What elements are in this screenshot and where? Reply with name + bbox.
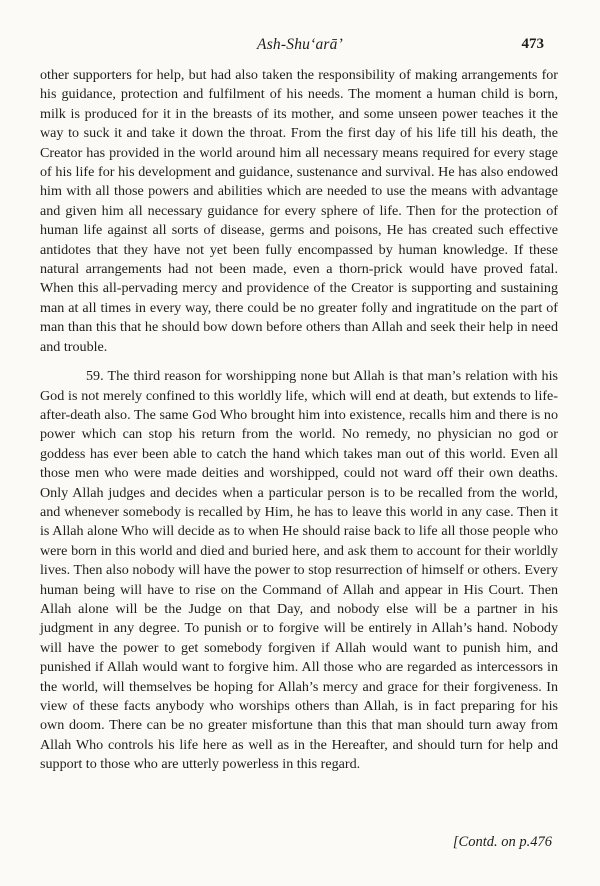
paragraph-continued: other supporters for help, but had also taken the responsibility of making arrangements for his guidance, protection and fulfilment of his needs. The moment a human child is born, milk is produced for it in the breasts of its mother, and some unseen power teaches it the way to suck it and take it down the throat. From the first day of his life till his death, the Creator has provided in the world around him all necessary means required for every stage of his life for his development and guidance, sustenance and survival. He has also endowed him with all those powers and abilities which are needed to use the means with advantage and given him all necessary guidance for every sphere of life. Then for the protection of human life against all sorts of disease, germs and poisons, He has created such effective antidotes that they have not yet been fully encompassed by human knowledge. If these natural arrangements had not been made, even a thorn-prick would have proved fatal. When this all-pervading mercy and providence of the Creator is supporting and sustaining man at all times in every way, there could be no greater folly and ingratitude on the part of man than this that he should bow down before others than Allah and seek their help in need and trouble.	[40, 67, 558, 355]
paragraph-note-59: 59. The third reason for worshipping none but Allah is that man’s relation with his God is not merely confined to this worldly life, which will end at death, but extends to life-after-death also. The same God Who brought him into existence, recalls him and there is no power which can stop his return from the world. No remedy, no physician no god or goddess has ever been able to catch the hand which takes man out of this world. Even all those men who were made deities and worshipped, could not ward off their own deaths. Only Allah judges and decides when a particular person is to be recalled from the world, and whenever somebody is recalled by Him, he has to leave this world in any case. Then it is Allah alone Who will decide as to when He should raise back to life all those people who were born in this world and died and buried here, and ask them to account for their worldly lives. Then also nobody will have the power to stop resurrection of himself or others. Every human being will have to rise on the Command of Allah and appear in His Court. Then Allah alone will be the Judge on that Day, and nobody else will be a partner in his judgment in any degree. To punish or to forgive will be entirely in Allah’s hand. Nobody will have the power to get somebody forgiven if Allah would want to punish him, and punished if Allah would want to forgive him. All those who are regarded as intercessors in the world, will themselves be hoping for Allah’s mercy and grace for their forgiveness. In view of these facts anybody who worships others than Allah, is in fact preparing for his own doom. There can be no greater misfortune than this that man should turn away from Allah Who controls his life here as well as in the Hereafter, and should turn for help and support to those who are utterly powerless in this regard.	[40, 368, 558, 773]
body-text	[40, 66, 558, 775]
page-number: 473	[521, 36, 544, 52]
running-header-title: Ash-Shu‘arā’	[257, 36, 343, 53]
continuation-note: [Contd. on p.476	[452, 834, 552, 850]
